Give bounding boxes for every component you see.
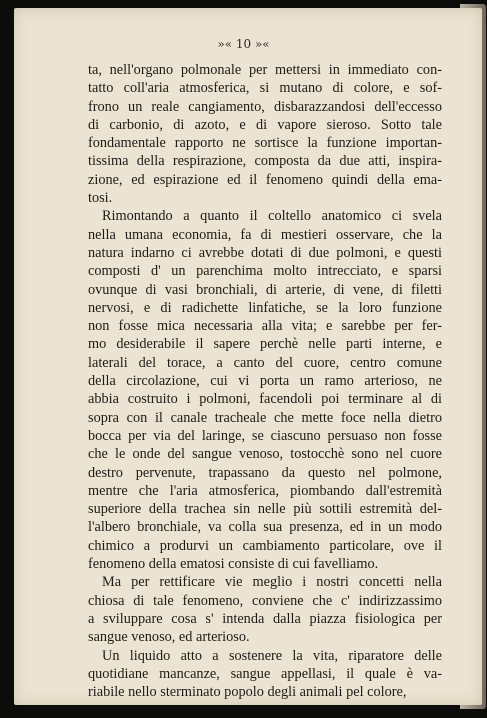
page-number-header: »« 10 »« [217,37,270,51]
text-line: della circolazione, cui vi porta un ramo arterioso, ne [88,373,442,390]
text-line: sangue venoso, ed arterioso. [88,629,250,646]
text-line: superiore della trachea sin nelle più sottili estremità del- [88,501,442,518]
text-line: destro pervenute, trapassano da questo nel polmone, [88,464,442,481]
text-line: mo desiderabile il sapere perchè nelle parti interne, e [88,336,442,353]
text-line: Rimontando a quanto il coltello anatomico ci svela [102,208,442,225]
text-line: a sviluppare cosa s' intenda dalla piazza fisiologica per [88,610,442,627]
text-line: riabile nello sterminato popolo degli animali pel colore, [88,684,407,701]
text-line: tosi. [88,190,113,207]
body-text [88,61,442,701]
text-line: chiosa di tale fenomeno, conviene che c' indirizzassimo [88,592,442,609]
text-line: Ma per rettificare vie meglio i nostri concetti nella [102,574,442,591]
text-line: ovunque di vasi bronchiali, di arterie, di vene, di filetti [88,281,442,298]
text-line: zione, ed espirazione ed il fenomeno quindi della ema- [88,171,442,188]
text-line: frono un reale cangiamento, disbarazzandosi dell'eccesso [88,98,442,115]
text-line: che le onde del sangue venoso, tostocchè sono nel cuore [88,446,442,463]
text-line: l'albero bronchiale, va colla sua presenza, ed in un modo [88,519,442,536]
text-line: tatto coll'aria atmosferica, si mutano di colore, e sof- [88,80,442,97]
text-line: ta, nell'organo polmonale per mettersi in immediato con- [88,62,442,78]
paragraph [88,207,442,573]
paragraph [88,61,442,207]
text-line: chimico a produrvi un cambiamento particolare, ove il [88,537,442,554]
text-line: fondamentale rapporto ne sortisce la funzione importan- [88,135,442,152]
text-line: laterali del torace, a canto del cuore, centro comune [88,354,442,371]
text-line: abbia costruito i polmoni, facendoli poi terminare al di [88,391,442,408]
text-line: non fosse mica necessaria alla vita; e sarebbe per fer- [88,318,442,335]
text-line: nella umana economia, fa di mestieri osservare, che la [88,226,442,243]
text-line: tissima della respirazione, composta da due atti, inspira- [88,153,442,170]
text-line: mentre che l'aria atmosferica, piombando dall'estremità [88,482,442,499]
text-line: Un liquido atto a sostenere la vita, riparatore delle [102,647,442,664]
text-line: bocca per via del laringe, se ciascuno persuaso non fosse [88,427,442,444]
text-line: quotidiane mancanze, sangue appellasi, il quale è va- [88,665,442,682]
text-line: fenomeno della ematosi consiste di cui favelliamo. [88,556,379,573]
text-line: nervosi, e di radichette linfatiche, se la loro funzione [88,299,442,316]
paragraph [88,573,442,646]
text-line: di carbonio, di azoto, e di vapore sieroso. Sotto tale [88,116,442,133]
text-line: composti d' un parenchima molto intrecciato, e sparsi [88,263,442,280]
paragraph [88,647,442,702]
text-line: natura indarno ci avrebbe dotati di due polmoni, e questi [88,244,442,261]
text-line: sopra con il canale tracheale che mette foce nella dietro [88,409,442,426]
